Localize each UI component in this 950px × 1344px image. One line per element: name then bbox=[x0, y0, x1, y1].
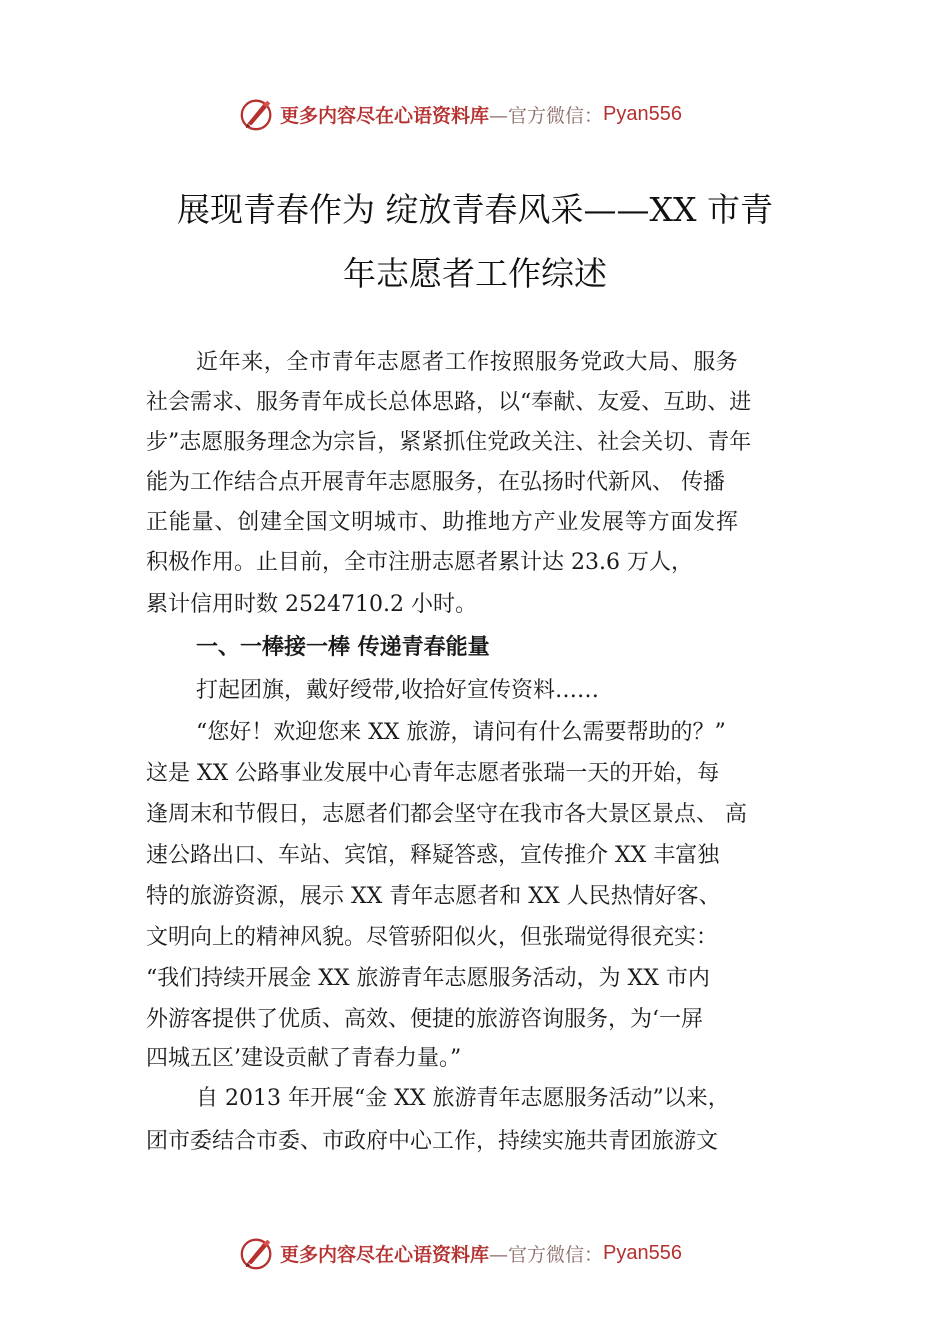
pen-logo-icon bbox=[238, 95, 276, 133]
body-line: 步”志愿服务理念为宗旨，紧紧抓住党政关注、社会关切、青年 bbox=[146, 430, 752, 455]
watermark-name: 更多内容尽在心语资料库 bbox=[280, 104, 490, 127]
document-title-line-2: 年志愿者工作综述 bbox=[343, 254, 607, 293]
body-line: “您好！欢迎您来 XX 旅游，请问有什么需要帮助的？” bbox=[196, 720, 726, 745]
body-line: 这是 XX 公路事业发展中心青年志愿者张瑞一天的开始，每 bbox=[146, 761, 720, 786]
watermark-separator: —官方微信： bbox=[489, 1243, 604, 1266]
watermark-id: Pyan556 bbox=[603, 102, 682, 125]
body-line: “我们持续开展金 XX 旅游青年志愿服务活动，为 XX 市内 bbox=[146, 966, 710, 991]
body-line: 正能量、创建全国文明城市、助推地方产业发展等方面发挥 bbox=[146, 510, 739, 535]
body-line: 逢周末和节假日，志愿者们都会坚守在我市各大景区景点、 高 bbox=[146, 802, 747, 827]
body-line: 社会需求、服务青年成长总体思路，以“奉献、友爱、互助、进 bbox=[146, 390, 752, 415]
watermark-id: Pyan556 bbox=[603, 1241, 682, 1264]
watermark-name: 更多内容尽在心语资料库 bbox=[280, 1243, 490, 1266]
document-title-line-1: 展现青春作为 绽放青春风采——XX 市青 bbox=[177, 190, 773, 229]
body-line: 自 2013 年开展“金 XX 旅游青年志愿服务活动”以来， bbox=[196, 1086, 730, 1111]
watermark-separator: —官方微信： bbox=[489, 104, 604, 127]
watermark-banner-top bbox=[238, 94, 758, 134]
body-line: 积极作用。止目前，全市注册志愿者累计达 23.6 万人， bbox=[146, 550, 693, 575]
body-line: 打起团旗，戴好绶带,收拾好宣传资料…… bbox=[196, 678, 599, 703]
section-heading: 一、一棒接一棒 传递青春能量 bbox=[196, 635, 490, 660]
body-line: 团市委结合市委、市政府中心工作，持续实施共青团旅游文 bbox=[146, 1129, 719, 1154]
body-line: 外游客提供了优质、高效、便捷的旅游咨询服务，为‘一屏 bbox=[146, 1007, 703, 1032]
pen-logo-icon bbox=[238, 1234, 276, 1272]
watermark-banner-bottom bbox=[238, 1233, 758, 1273]
body-line: 近年来，全市青年志愿者工作按照服务党政大局、服务 bbox=[196, 350, 739, 375]
body-line: 四城五区’建设贡献了青春力量。” bbox=[146, 1046, 462, 1071]
body-line: 速公路出口、车站、宾馆，释疑答惑，宣传推介 XX 丰富独 bbox=[146, 843, 720, 868]
body-line: 累计信用时数 2524710.2 小时。 bbox=[146, 592, 477, 617]
body-line: 文明向上的精神风貌。尽管骄阳似火，但张瑞觉得很充实： bbox=[146, 925, 719, 950]
body-line: 特的旅游资源，展示 XX 青年志愿者和 XX 人民热情好客、 bbox=[146, 884, 721, 909]
body-line: 能为工作结合点开展青年志愿服务，在弘扬时代新风、 传播 bbox=[146, 470, 725, 495]
